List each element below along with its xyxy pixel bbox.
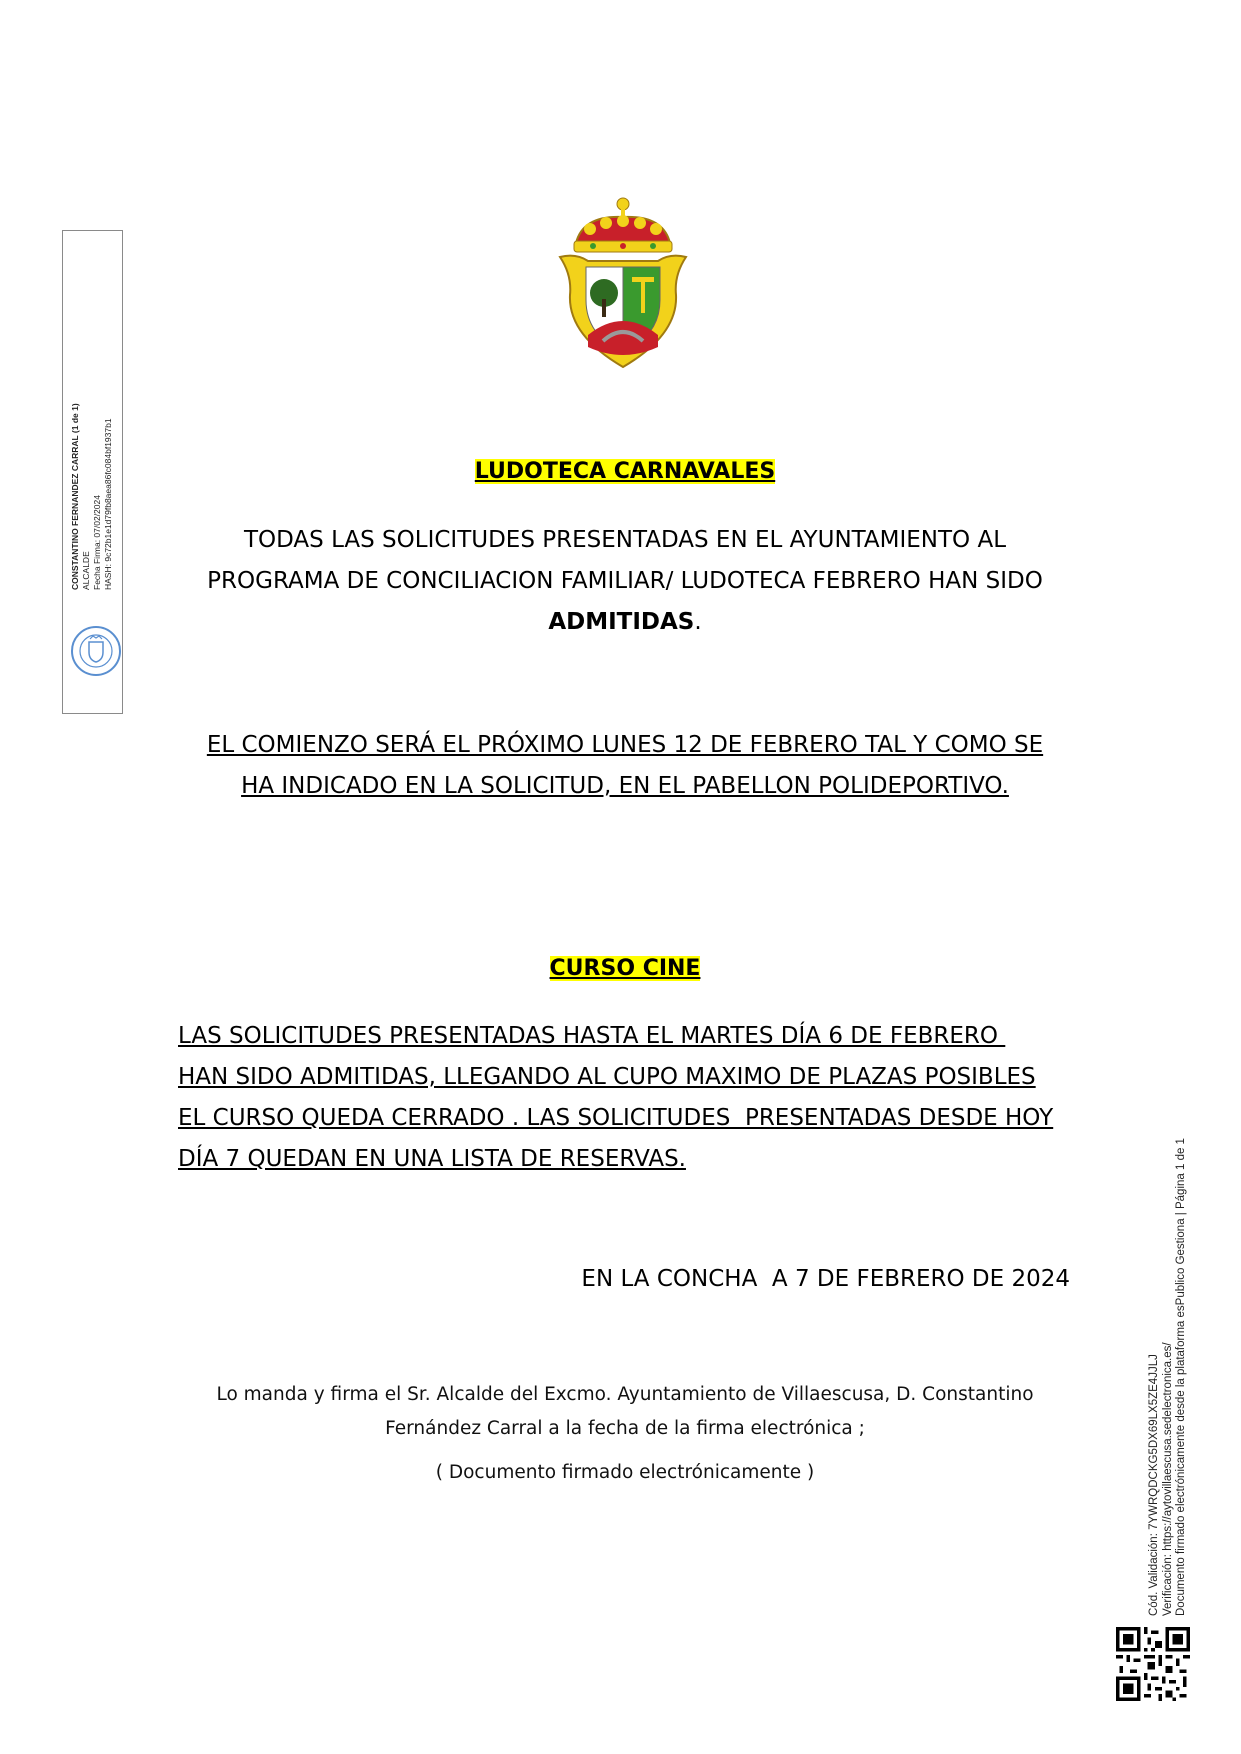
paragraph-line: EL COMIENZO SERÁ EL PRÓXIMO LUNES 12 DE FEBRERO TAL Y COMO SE (206, 732, 1044, 758)
closing-line: Fernández Carral a la fecha de la firma electrónica ; (385, 1418, 865, 1439)
signer-role: ALCALDE (81, 551, 91, 590)
heading-ludoteca (160, 458, 1090, 484)
paragraph-line-final (160, 602, 1090, 643)
paragraph-line: HAN SIDO ADMITIDAS, LLEGANDO AL CUPO MAXIMO DE PLAZAS POSIBLES (178, 1064, 1036, 1090)
paragraph-period: . (694, 609, 702, 635)
closing-statement (160, 1378, 1090, 1446)
paragraph-start-date (160, 725, 1090, 807)
validation-platform: Documento firmado electrónicamente desde la plataforma esPublico Gestiona | Página 1 de 1 (1175, 1138, 1187, 1616)
paragraph-line: PROGRAMA DE CONCILIACION FAMILIAR/ LUDOTECA FEBRERO HAN SIDO (207, 568, 1043, 594)
signer-name: CONSTANTINO FERNANDEZ CARRAL (1 de 1) (70, 403, 80, 590)
signature-stamp-text (70, 170, 114, 590)
heading-cine (160, 955, 1090, 981)
signature-hash: HASH: 9c72b1e1d79fb8aea86fc084bf1937b1 (103, 418, 113, 590)
qr-code-icon (1116, 1627, 1190, 1701)
admitted-bold: ADMITIDAS (548, 609, 695, 635)
closing-line: Lo manda y firma el Sr. Alcalde del Excmo. Ayuntamiento de Villaescusa, D. Constantino (216, 1384, 1034, 1405)
heading-cine-text: CURSO CINE (549, 956, 701, 981)
paragraph-admitted (160, 520, 1090, 643)
signature-date: Fecha Firma: 07/02/2024 (92, 495, 102, 590)
validation-strip (1148, 1056, 1189, 1616)
heading-ludoteca-text: LUDOTECA CARNAVALES (474, 459, 776, 484)
paragraph-line: TODAS LAS SOLICITUDES PRESENTADAS EN EL AYUNTAMIENTO AL (243, 527, 1007, 553)
coat-of-arms-icon (548, 195, 698, 370)
paragraph-line: DÍA 7 QUEDAN EN UNA LISTA DE RESERVAS. (178, 1146, 686, 1172)
paragraph-line: LAS SOLICITUDES PRESENTADAS HASTA EL MARTES DÍA 6 DE FEBRERO (178, 1023, 1006, 1049)
validation-url: Verificación: https://aytovillaescusa.sedelectronica.es/ (1161, 1342, 1174, 1616)
municipal-seal-icon (70, 625, 122, 677)
place-date: EN LA CONCHA A 7 DE FEBRERO DE 2024 (581, 1266, 1070, 1292)
validation-code: Cód. Validación: 7YWRQDCKG5DX69LX5ZE4JJLJ (1148, 1354, 1160, 1616)
paragraph-line: HA INDICADO EN LA SOLICITUD, EN EL PABELLON POLIDEPORTIVO. (241, 773, 1009, 799)
paragraph-line: EL CURSO QUEDA CERRADO . LAS SOLICITUDES PRESENTADAS DESDE HOY (178, 1105, 1054, 1131)
paragraph-cine (178, 1016, 1078, 1180)
signed-note: ( Documento firmado electrónicamente ) (435, 1462, 815, 1483)
